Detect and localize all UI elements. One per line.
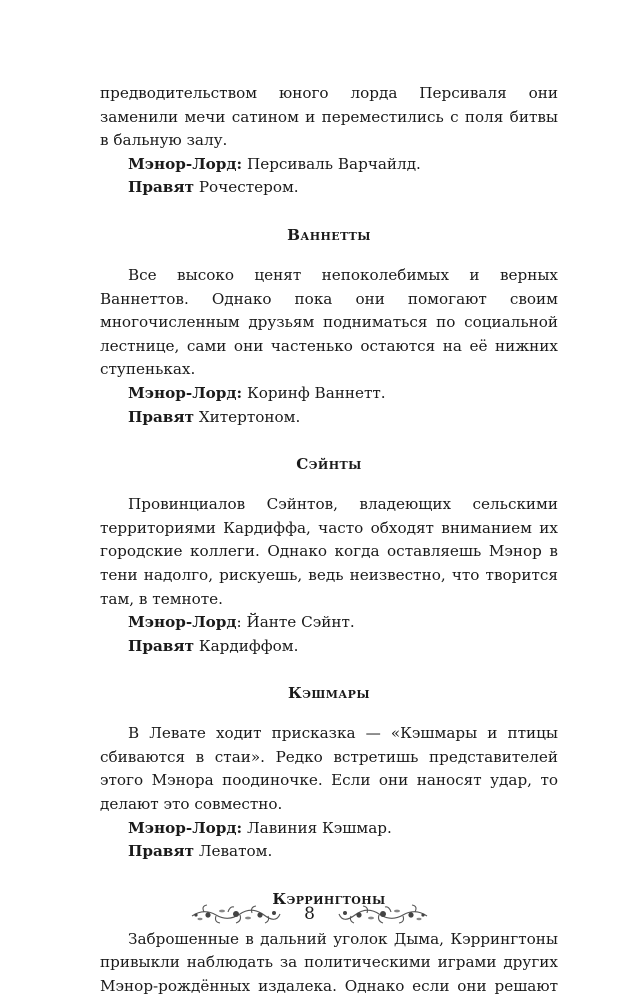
- section-title: Кэррингтоны: [272, 889, 386, 908]
- section-text: В Левате ходит присказка — «Кэшмары и птицы сбиваются в стаи». Редко встретишь представителей этого Мэнора поодиночке. Если они наносят удар, то делают это совместно.: [100, 724, 558, 814]
- section-text: Все высоко ценят непоколебимых и верных Ваннеттов. Однако пока они помогают своим многочисленным друзьям подниматься по социальной лестнице, сами они частенько остаются на её нижних ступеньках.: [100, 265, 558, 379]
- ruled-line: [100, 176, 558, 200]
- manor-lord-line: [100, 817, 558, 841]
- floral-vine-icon: [337, 903, 429, 925]
- intro-paragraph: предводительством юного лорда Персиваля они заменили мечи сатином и переместились с поля битвы в бальную залу.: [100, 84, 558, 150]
- ruled-label: Правят: [128, 842, 194, 861]
- manor-lord-name: Йанте Сэйнт.: [246, 613, 355, 632]
- page-body: [100, 82, 558, 999]
- ruled-city: Хитертоном.: [198, 407, 301, 426]
- ruled-line: [100, 840, 558, 864]
- section-text: Заброшенные в дальний уголок Дыма, Кэррингтоны привыкли наблюдать за политическими играми других Мэнор-рождённых издалека. Однако если они решают: [100, 929, 558, 996]
- floral-vine-icon: [190, 903, 282, 925]
- manor-lord-label: Мэнор-Лорд:: [128, 154, 243, 173]
- section-text: Провинциалов Сэйнтов, владеющих сельскими территориями Кардиффа, часто обходят вниманием их городские коллеги. Однако когда оставляешь Мэнор в тени надолго, рискуешь, ведь неизвестно, что творится там, в темноте.: [100, 495, 558, 608]
- manor-lord-name: Персиваль Варчайлд.: [246, 154, 421, 173]
- section-title: Сэйнты: [296, 455, 362, 474]
- manor-lord-name: Лавиния Кэшмар.: [246, 818, 392, 837]
- manor-lord-separator: :: [236, 613, 242, 632]
- manor-lord-line: [100, 153, 558, 177]
- page-number: 8: [304, 904, 315, 924]
- manor-lord-line: [100, 382, 558, 406]
- manor-lord-line: [100, 611, 558, 635]
- ruled-city: Рочестером.: [198, 178, 299, 197]
- manor-lord-name: Коринф Ваннетт.: [246, 383, 386, 402]
- ruled-label: Правят: [128, 636, 194, 655]
- manor-lord-label: Мэнор-Лорд:: [128, 818, 243, 837]
- ruled-city: Леватом.: [198, 842, 273, 861]
- page-footer: [0, 899, 619, 929]
- ruled-label: Правят: [128, 178, 194, 197]
- ruled-line: [100, 406, 558, 430]
- ruled-label: Правят: [128, 407, 194, 426]
- section-title: Кэшмары: [288, 684, 370, 703]
- manor-lord-label: Мэнор-Лорд: [128, 613, 237, 632]
- manor-lord-label: Мэнор-Лорд:: [128, 383, 243, 402]
- ruled-city: Кардиффом.: [198, 636, 299, 655]
- section-title: Ваннетты: [287, 225, 371, 244]
- ruled-line: [100, 635, 558, 659]
